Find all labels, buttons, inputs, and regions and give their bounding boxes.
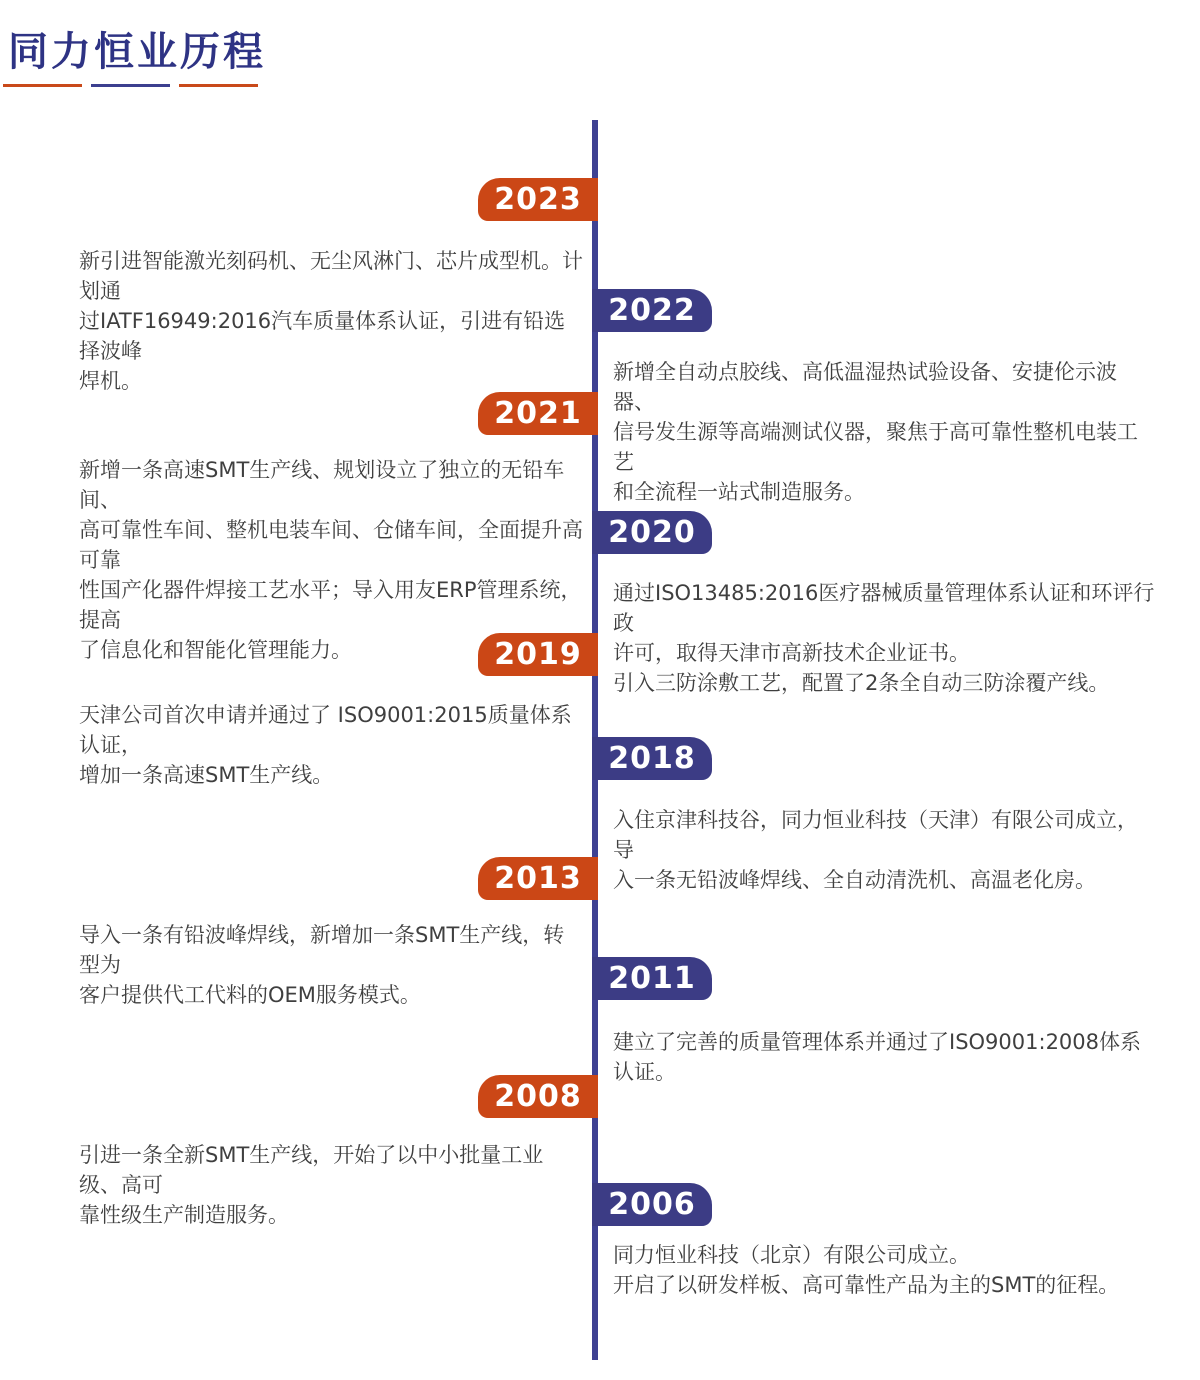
page-title: 同力恒业历程 <box>8 29 266 75</box>
text-line: 高可靠性车间、整机电装车间、仓储车间，全面提升高可靠 <box>79 518 583 572</box>
text-line: 过IATF16949:2016汽车质量体系认证，引进有铅选择波峰 <box>79 309 566 363</box>
underline-segment-orange <box>3 84 82 87</box>
milestone-text-2019 <box>79 700 584 790</box>
text-line: 和全流程一站式制造服务。 <box>613 480 865 504</box>
year-badge-2006: 2006 <box>592 1183 712 1226</box>
milestone-text-2022 <box>613 357 1158 507</box>
text-line: 建立了完善的质量管理体系并通过了ISO9001:2008体系 <box>613 1030 1142 1054</box>
text-line: 认证。 <box>613 1060 676 1084</box>
text-line: 焊机。 <box>79 369 142 393</box>
text-line: 天津公司首次申请并通过了 ISO9001:2015质量体系认证， <box>79 703 572 757</box>
milestone-text-2011 <box>613 1027 1158 1087</box>
year-badge-2023: 2023 <box>478 178 598 221</box>
text-line: 增加一条高速SMT生产线。 <box>79 763 334 787</box>
milestone-text-2013 <box>79 920 584 1010</box>
milestone-text-2018 <box>613 805 1158 895</box>
underline-segment-orange <box>179 84 258 87</box>
year-badge-2019: 2019 <box>478 633 598 676</box>
year-badge-2021: 2021 <box>478 392 598 435</box>
text-line: 入一条无铅波峰焊线、全自动清洗机、高温老化房。 <box>613 868 1096 892</box>
text-line: 新引进智能激光刻码机、无尘风淋门、芯片成型机。计划通 <box>79 249 583 303</box>
milestone-text-2006 <box>613 1240 1158 1300</box>
text-line: 引入三防涂敷工艺，配置了2条全自动三防涂覆产线。 <box>613 671 1110 695</box>
milestone-text-2020 <box>613 578 1158 698</box>
text-line: 了信息化和智能化管理能力。 <box>79 638 352 662</box>
text-line: 许可，取得天津市高新技术企业证书。 <box>613 641 970 665</box>
text-line: 开启了以研发样板、高可靠性产品为主的SMT的征程。 <box>613 1273 1120 1297</box>
text-line: 通过ISO13485:2016医疗器械质量管理体系认证和环评行政 <box>613 581 1155 635</box>
year-badge-2013: 2013 <box>478 857 598 900</box>
year-badge-2018: 2018 <box>592 737 712 780</box>
year-badge-2008: 2008 <box>478 1075 598 1118</box>
year-badge-2011: 2011 <box>592 957 712 1000</box>
text-line: 信号发生源等高端测试仪器，聚焦于高可靠性整机电装工艺 <box>613 420 1138 474</box>
text-line: 性国产化器件焊接工艺水平；导入用友ERP管理系统，提高 <box>79 578 582 632</box>
text-line: 新增一条高速SMT生产线、规划设立了独立的无铅车间、 <box>79 458 565 512</box>
text-line: 同力恒业科技（北京）有限公司成立。 <box>613 1243 970 1267</box>
text-line: 导入一条有铅波峰焊线，新增加一条SMT生产线，转型为 <box>79 923 565 977</box>
year-badge-2022: 2022 <box>592 289 712 332</box>
milestone-text-2023 <box>79 246 584 396</box>
text-line: 靠性级生产制造服务。 <box>79 1203 289 1227</box>
year-badge-2020: 2020 <box>592 511 712 554</box>
text-line: 入住京津科技谷，同力恒业科技（天津）有限公司成立，导 <box>613 808 1138 862</box>
underline-segment-blue <box>91 84 170 87</box>
text-line: 引进一条全新SMT生产线，开始了以中小批量工业级、高可 <box>79 1143 544 1197</box>
milestone-text-2008 <box>79 1140 584 1230</box>
text-line: 新增全自动点胶线、高低温湿热试验设备、安捷伦示波器、 <box>613 360 1117 414</box>
text-line: 客户提供代工代料的OEM服务模式。 <box>79 983 421 1007</box>
title-underline <box>3 84 258 87</box>
